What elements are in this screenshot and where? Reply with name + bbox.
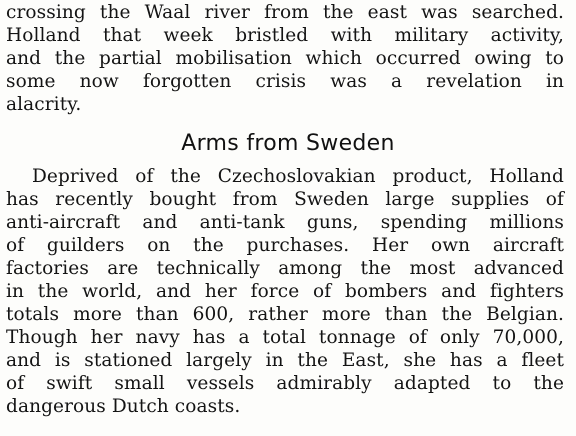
paragraph-1-line-1: crossing the Waal river from the east was searched. (6, 2, 564, 23)
paragraph-2-line-9: and is stationed largely in the East, she has a fleet (6, 350, 564, 371)
paragraph-1-line-2: Holland that week bristled with military activity, (6, 25, 564, 46)
paragraph-2-line-1: Deprived of the Czechoslovakian product, Holland (32, 166, 564, 187)
paragraph-2-line-5: factories are technically among the most advanced (6, 258, 564, 279)
paragraph-2-line-6: in the world, and her force of bombers and fighters (6, 281, 564, 302)
paragraph-1-line-5: alacrity. (6, 94, 82, 115)
paragraph-2-line-11: dangerous Dutch coasts. (6, 396, 241, 417)
paragraph-2-line-8: Though her navy has a total tonnage of only 70,000, (6, 327, 564, 348)
paragraph-2-line-3: anti-aircraft and anti-tank guns, spending millions (6, 212, 564, 233)
paragraph-2-line-2: has recently bought from Sweden large supplies of (6, 189, 564, 210)
paragraph-1-line-4: some now forgotten crisis was a revelation in (6, 71, 564, 92)
paragraph-2-line-10: of swift small vessels admirably adapted to the (6, 373, 564, 394)
paragraph-2-line-7: totals more than 600, rather more than the Belgian. (6, 304, 564, 325)
paragraph-1-line-3: and the partial mobilisation which occurred owing to (6, 48, 564, 69)
section-heading: Arms from Sweden (181, 131, 395, 156)
paragraph-2-line-4: of guilders on the purchases. Her own aircraft (6, 235, 564, 256)
